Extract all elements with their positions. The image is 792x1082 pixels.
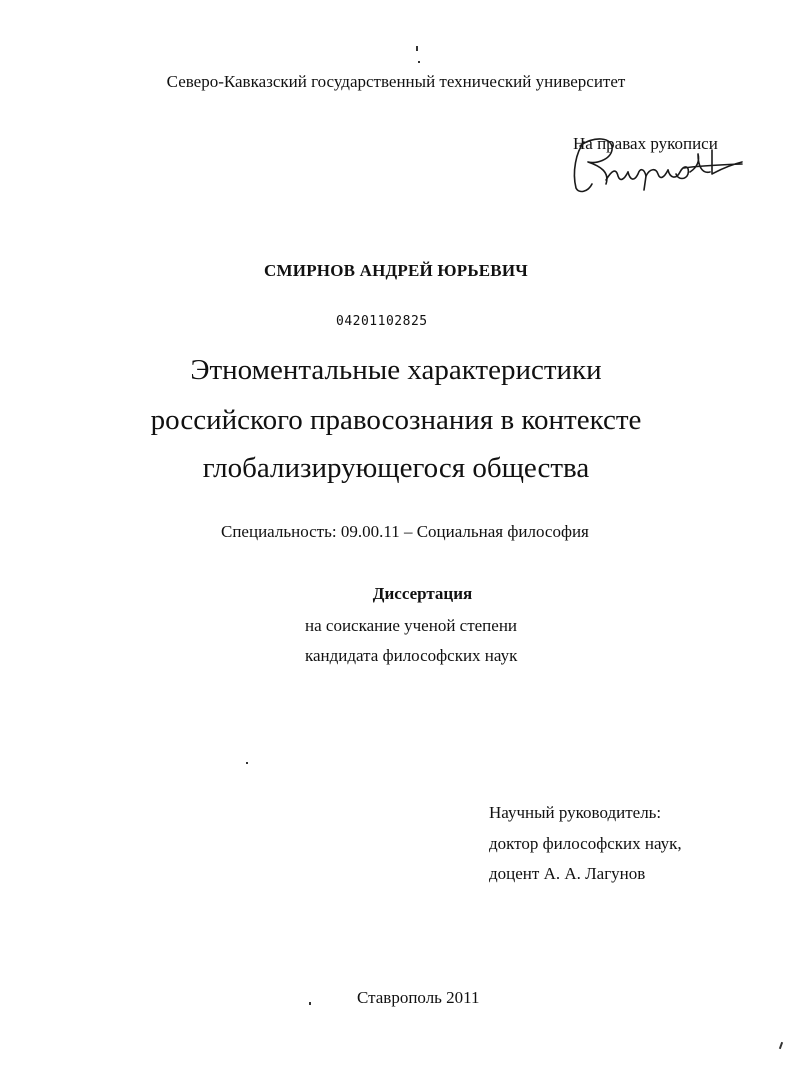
dissertation-title-line: глобализирующегося общества — [202, 452, 590, 484]
advisor-label: Научный руководитель: — [489, 803, 662, 822]
manuscript-rights-label: На правах рукописи — [573, 134, 718, 153]
scan-mark — [418, 61, 420, 63]
dissertation-title-line: российского правосознания в контексте — [150, 404, 642, 436]
scan-mark — [246, 762, 248, 764]
university-name: Северо-Кавказский государственный технический университет — [166, 72, 626, 91]
advisor-name: доцент А. А. Лагунов — [489, 864, 646, 883]
dissertation-label: Диссертация — [372, 584, 473, 603]
specialty: Специальность: 09.00.11 – Социальная философия — [221, 522, 589, 541]
scan-mark — [309, 1002, 311, 1005]
city-year: Ставрополь 2011 — [357, 988, 480, 1007]
scan-mark — [779, 1042, 783, 1049]
degree-line: на соискание ученой степени — [305, 616, 518, 635]
advisor-degree: доктор философских наук, — [489, 834, 682, 853]
author-name: СМИРНОВ АНДРЕЙ ЮРЬЕВИЧ — [264, 261, 528, 280]
scan-mark — [416, 46, 418, 51]
record-number: 04201102825 — [336, 314, 428, 329]
signature — [566, 132, 746, 198]
degree-line: кандидата философских наук — [305, 646, 518, 665]
dissertation-title-line: Этноментальные характеристики — [190, 354, 602, 386]
